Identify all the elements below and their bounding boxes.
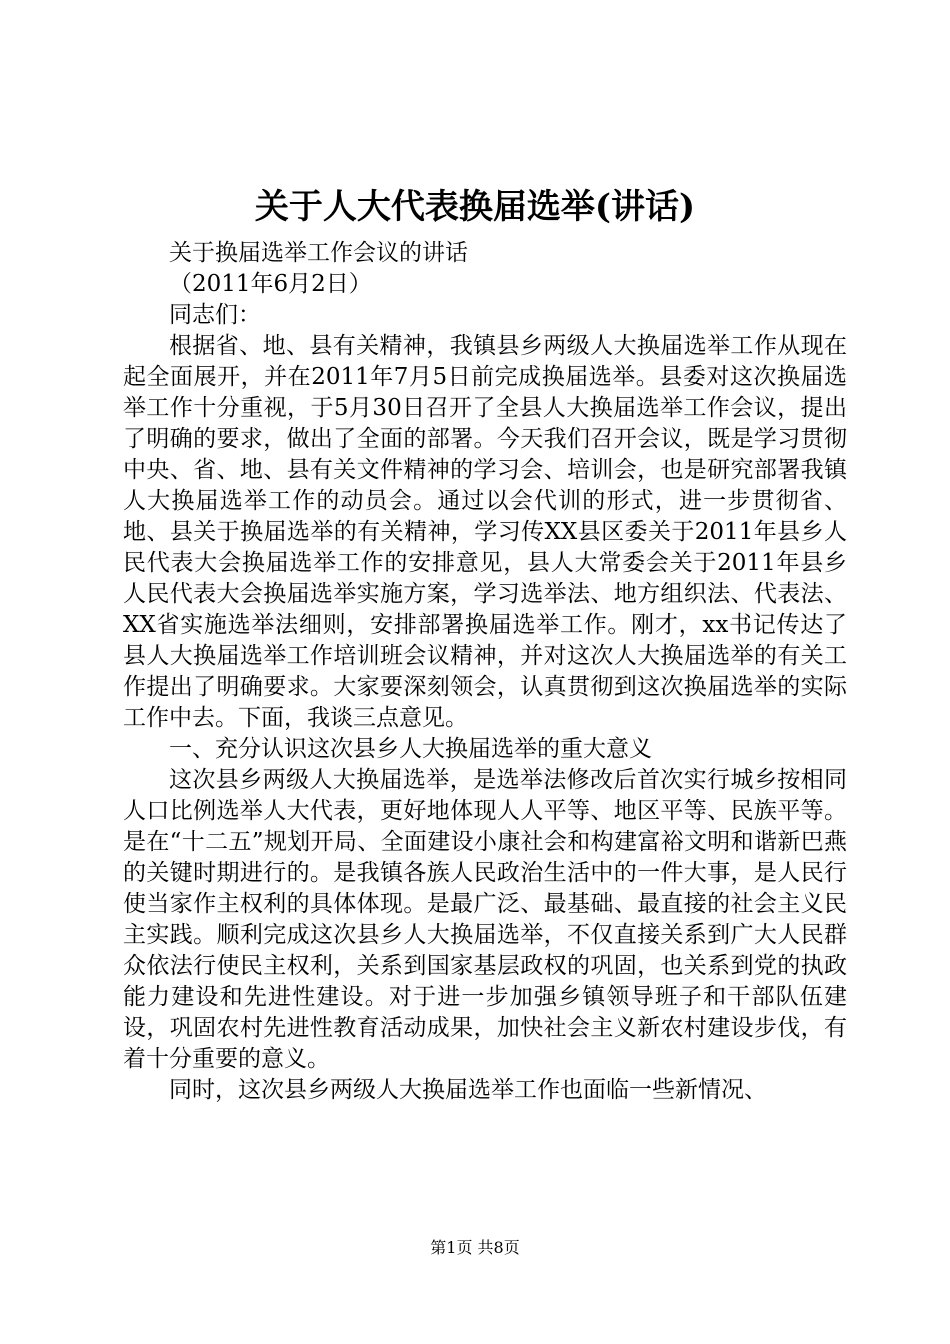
salutation: 同志们：: [169, 302, 261, 328]
section-heading-1: 一、充分认识这次县乡人大换届选举的重大意义: [169, 736, 652, 762]
paragraph-significance: 这次县乡两级人大换届选举，是选举法修改后首次实行城乡按相同人口比例选举人大代表，更好地体现人人平等、地区平等、民族平等。是在“十二五”规划开局、全面建设小康社会和构建富裕文明和谐新巴燕的关键时期进行的。是我镇各族人民政治生活中的一件大事，是人民行使当家作主权利的具体体现。是最广泛、最基础、最直接的社会主义民主实践。顺利完成这次县乡人大换届选举，不仅直接关系到广大人民群众依法行使民主权利，关系到国家基层政权的巩固，也关系到党的执政能力建设和先进性建设。对于进一步加强乡镇领导班子和干部队伍建设，巩固农村先进性教育活动成果，加快社会主义新农村建设步伐，有着十分重要的意义。: [123, 767, 847, 1072]
paragraph-intro: 根据省、地、县有关精神，我镇县乡两级人大换届选举工作从现在起全面展开，并在2011年7月5日前完成换届选举。县委对这次换届选举工作十分重视，于5月30日召开了全县人大换届选举工作会议，提出了明确的要求，做出了全面的部署。今天我们召开会议，既是学习贯彻中央、省、地、县有关文件精神的学习会、培训会，也是研究部署我镇人大换届选举工作的动员会。通过以会代训的形式，进一步贯彻省、地、县关于换届选举的有关精神，学习传XX县区委关于2011年县乡人民代表大会换届选举工作的安排意见，县人大常委会关于2011年县乡人民代表大会换届选举实施方案，学习选举法、地方组织法、代表法、XX省实施选举法细则，安排部署换届选举工作。刚才，xx书记传达了县人大换届选举工作培训班会议精神，并对这次人大换届选举的有关工作提出了明确要求。大家要深刻领会，认真贯彻到这次换届选举的实际工作中去。下面，我谈三点意见。: [123, 333, 847, 731]
speech-subtitle: 关于换届选举工作会议的讲话: [169, 240, 468, 266]
speech-date: （2011年6月2日）: [169, 271, 372, 297]
paragraph-continuation: 同时，这次县乡两级人大换届选举工作也面临一些新情况、: [169, 1077, 767, 1103]
page-footer: 第1页 共8页: [430, 1238, 520, 1257]
document-body: [123, 238, 847, 1106]
document-title: 关于人大代表换届选举(讲话): [254, 187, 696, 227]
